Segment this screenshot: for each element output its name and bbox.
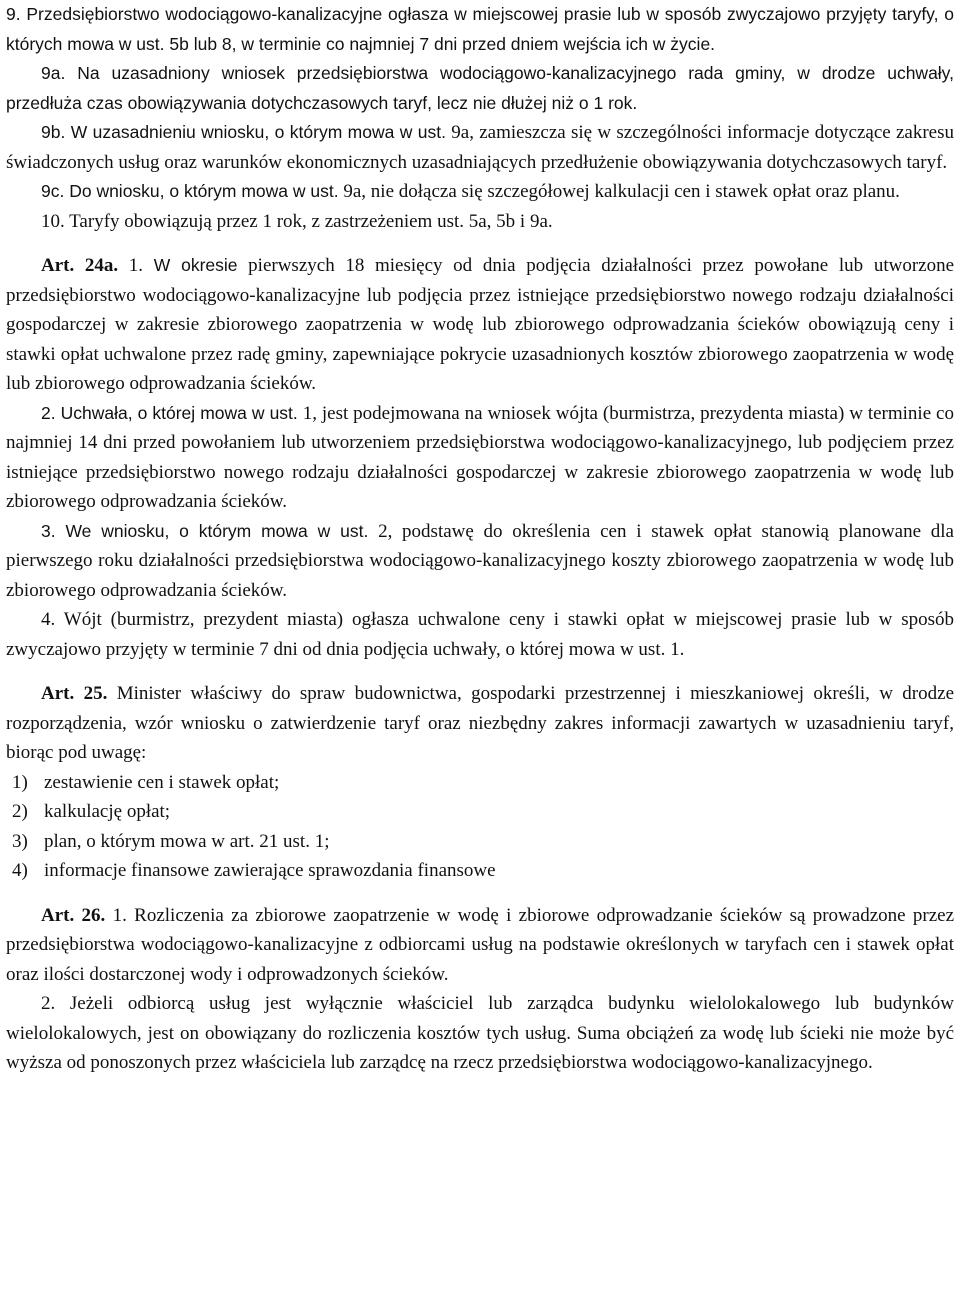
paragraph-9a-text: 9a. Na uzasadniony wniosek przedsiębiorstwa wodociągowo-kanalizacyjnego rada gminy, w drodze uchwały, przedłuża czas obowiązywania dotychczasowych taryf, lecz nie dłużej niż o 1 rok.: [6, 63, 954, 113]
article-24a-p1-rest: pierwszych 18 miesięcy od dnia podjęcia działalności przez powołane lub utworzone przedsiębiorstwo wodociągowo-kanalizacyjne lub podjęcia przez istniejące przedsiębiorstwo nowego rodzaju działalności gospodarczej w zakresie zbiorowego zaopatrzenia w wodę lub zbiorowego odprowadzania ścieków obowiązują ceny i stawki opłat uchwalone przez radę gminy, zapewniające pokrycie uzasadnionych kosztów zbiorowego zaopatrzenia w wodę lub zbiorowego odprowadzania ścieków.: [6, 255, 955, 394]
list-item-text: plan, o którym mowa w art. 21 ust. 1;: [44, 830, 330, 852]
list-item: [6, 856, 954, 886]
paragraph-9-text: 9. Przedsiębiorstwo wodociągowo-kanalizacyjne ogłasza w miejscowej prasie lub w sposób zwyczajowo przyjęty taryfy, o których mowa w ust. 5b lub 8, w terminie co najmniej 7 dni przed dniem wejścia ich w życie.: [6, 4, 954, 54]
article-26-p1-rest: Rozliczenia za zbiorowe zaopatrzenie w wodę i zbiorowe odprowadzanie ścieków są prowadzone przez przedsiębiorstwa wodociągowo-kanalizacyjne z odbiorcami usług na podstawie określonych w taryfach cen i stawek opłat oraz ilości dostarczonej wody i odprowadzonych ścieków.: [6, 904, 955, 985]
article-24a-p2-rest: 1, jest podejmowana na wniosek wójta (burmistrza, prezydenta miasta) w terminie co najmniej 14 dni przed powołaniem lub utworzeniem przedsiębiorstwa wodociągowo-kanalizacyjnego, lub podjęciem przez istniejące przedsiębiorstwo nowego rodzaju działalności gospodarczej w zakresie zbiorowego zaopatrzenia w wodę lub zbiorowego odprowadzania ścieków.: [6, 402, 954, 512]
article-24a-p2-lead: 2. Uchwała, o której mowa w ust.: [41, 402, 298, 423]
paragraph-9b-lead: 9b. W uzasadnieniu wniosku, o którym mowa w ust.: [41, 122, 446, 142]
document-page: [6, 0, 954, 1078]
list-item: [6, 797, 954, 827]
paragraph-9c-lead: 9c. Do wniosku, o którym mowa w ust.: [41, 181, 339, 201]
paragraph-9b-rest: 9a, zamieszcza się w szczególności informacje dotyczące zakresu świadczonych usług oraz warunków ekonomicznych uzasadniających przedłużenie obowiązywania dotychczasowych taryf.: [6, 122, 954, 173]
paragraph-10: [6, 207, 954, 237]
list-item: [6, 768, 954, 798]
paragraph-9c-rest: 9a, nie dołącza się szczegółowej kalkulacji cen i stawek opłat oraz planu.: [338, 181, 900, 202]
paragraph-9c: [6, 177, 954, 207]
article-24a-paragraph-3: [6, 517, 954, 606]
article-26-heading: Art. 26.: [41, 904, 106, 926]
list-item-number: 2): [12, 801, 28, 822]
article-24a-p1-number: 1.: [118, 255, 144, 276]
article-24a-p3-rest: 2, podstawę do określenia cen i stawek opłat stanowią planowane dla pierwszego roku działalności przedsiębiorstwa wodociągowo-kanalizacyjnego koszty zbiorowego zaopatrzenia w wodę lub zbiorowego odprowadzania ścieków.: [6, 520, 954, 601]
list-item-number: 4): [12, 860, 28, 881]
article-25-heading: Art. 25.: [41, 683, 108, 704]
list-item-text: kalkulację opłat;: [44, 801, 171, 822]
article-26-paragraph-2: [6, 989, 954, 1078]
paragraph-9: [6, 0, 954, 59]
article-24a-p1-lead: W okresie: [143, 255, 238, 275]
article-26-p1-number: 1.: [105, 904, 127, 926]
article-24a-paragraph-2: [6, 399, 954, 517]
paragraph-9b: [6, 118, 954, 177]
list-item-number: 1): [12, 771, 28, 793]
list-item-text: zestawienie cen i stawek opłat;: [44, 771, 280, 793]
paragraph-10-text: 10. Taryfy obowiązują przez 1 rok, z zastrzeżeniem ust. 5a, 5b i 9a.: [41, 210, 553, 232]
article-25-text: Minister właściwy do spraw budownictwa, gospodarki przestrzennej i mieszkaniowej określi, w drodze rozporządzenia, wzór wniosku o zatwierdzenie taryf oraz niezbędny zakres informacji zawartych w uzasadnieniu taryf, biorąc pod uwagę:: [6, 683, 955, 763]
list-item: [6, 827, 954, 857]
article-24a-p3-lead: 3. We wniosku, o którym mowa w ust.: [41, 520, 369, 541]
article-26-paragraph-1: [6, 901, 954, 990]
article-24a-paragraph-4: [6, 605, 954, 664]
article-25-intro: [6, 679, 954, 768]
article-24a-paragraph-1: [6, 251, 954, 399]
list-item-number: 3): [12, 830, 28, 852]
article-24a-p4-text: 4. Wójt (burmistrz, prezydent miasta) ogłasza uchwalone ceny i stawki opłat w miejscowej prasie lub w sposób zwyczajowo przyjęty w terminie 7 dni od dnia podjęcia uchwały, o której mowa w ust. 1.: [6, 609, 954, 660]
paragraph-9a: [6, 59, 954, 118]
list-item-text: informacje finansowe zawierające sprawozdania finansowe: [44, 860, 496, 881]
article-25-list: [6, 768, 954, 886]
article-24a-heading: Art. 24a.: [41, 255, 119, 276]
article-26-p2-text: 2. Jeżeli odbiorcą usług jest wyłącznie właściciel lub zarządca budynku wielolokalowego lub budynków wielolokalowych, jest on obowiązany do rozliczenia kosztów tych usług. Suma obciążeń za wodę lub ścieki nie może być wyższa od ponoszonych przez właściciela lub zarządcę na rzecz przedsiębiorstwa wodociągowo-kanalizacyjnego.: [6, 993, 954, 1073]
